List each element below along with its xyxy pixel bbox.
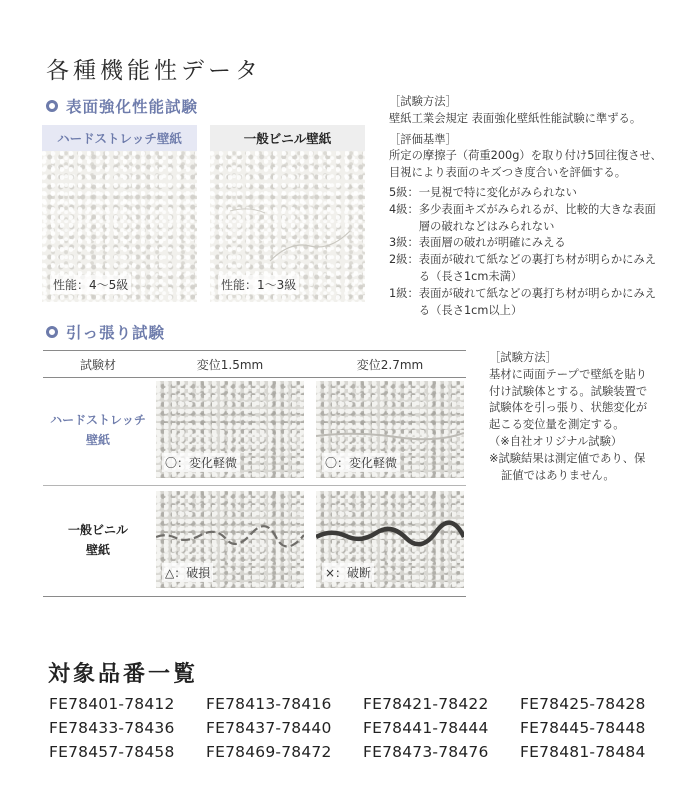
- tensile-test-heading: [46, 321, 165, 343]
- surface-sample-normal-caption: 性能：1〜3級: [218, 275, 299, 294]
- surface-test-description: [389, 94, 664, 319]
- tensile-normal-15-image: [156, 491, 304, 588]
- page-title: 各種機能性データ: [46, 58, 262, 84]
- surface-sample-hard: [42, 125, 197, 302]
- product-number: FE78433-78436: [49, 719, 175, 737]
- product-number: FE78413-78416: [206, 695, 332, 713]
- tensile-hard-27-image: [316, 381, 464, 478]
- surface-method-text: 壁紙工業会規定 表面強化壁紙性能試験に準ずる。: [389, 111, 642, 125]
- tensile-normal-15-result: △：破損: [162, 563, 213, 582]
- row-label-normal: 一般ビニル 壁紙: [67, 523, 128, 557]
- bullet-circle-icon: [46, 326, 58, 338]
- surface-criteria-text: 所定の摩擦子（荷重200g）を取り付け5回往復させ、目視により表面のキズつき度合いを評価する。: [389, 149, 662, 180]
- surface-criteria-title: ［評価基準］: [389, 132, 457, 146]
- surface-sample-normal-image: [210, 151, 365, 302]
- tensile-hard-15-result: 〇：変化軽微: [162, 453, 240, 472]
- product-number: FE78481-78484: [520, 743, 646, 761]
- col-header-15: 変位1.5mm: [196, 358, 264, 372]
- product-list-title: 対象品番一覧: [48, 662, 199, 687]
- surface-method-title: ［試験方法］: [389, 95, 457, 108]
- tensile-method-line: （※自社オリジナル試験）: [489, 434, 623, 448]
- surface-sample-hard-label: ハードストレッチ壁紙: [42, 125, 197, 151]
- tensile-normal-27-image: [316, 491, 464, 588]
- tensile-hard-15-image: [156, 381, 304, 478]
- product-number: FE78401-78412: [49, 695, 175, 713]
- product-number: FE78445-78448: [520, 719, 646, 737]
- surface-sample-normal-label: 一般ビニル壁紙: [210, 125, 365, 151]
- product-number: FE78469-78472: [206, 743, 332, 761]
- table-top-line: [43, 350, 466, 351]
- surface-test-heading: [46, 95, 198, 117]
- row-label-hard: ハードストレッチ 壁紙: [50, 413, 146, 447]
- grade-item: 4級： 多少表面キズがみられるが、比較的大きな表面層の破れなどはみられない: [389, 202, 656, 233]
- row-divider: [43, 485, 466, 486]
- tensile-method-line: 付け試験体とする。試験装置で: [489, 384, 648, 398]
- product-number: FE78421-78422: [363, 695, 489, 713]
- tensile-method-title: ［試験方法］: [489, 351, 557, 364]
- product-number: FE78425-78428: [520, 695, 646, 713]
- tensile-note-cont: 証値ではありません。: [501, 468, 615, 482]
- product-number: FE78437-78440: [206, 719, 332, 737]
- bullet-circle-icon: [46, 100, 58, 112]
- col-header-material: 試験材: [79, 358, 116, 372]
- tensile-method-line: 試験体を引っ張り、状態変化が: [489, 401, 648, 415]
- grade-item: 2級： 表面が破れて紙などの裏打ち材が明らかにみえる（長さ1cm未満）: [389, 253, 657, 283]
- col-header-27: 変位2.7mm: [356, 358, 424, 372]
- tensile-normal-27-result: ×：破断: [322, 563, 374, 582]
- tensile-test-heading-text: 引っ張り試験: [66, 324, 166, 342]
- tensile-table: [43, 350, 466, 598]
- tensile-method-line: 起こる変位量を測定する。: [489, 418, 625, 432]
- header-line: [43, 377, 466, 378]
- product-number: FE78441-78444: [363, 719, 489, 737]
- grade-item: 3級： 表面層の破れが明確にみえる: [389, 236, 566, 250]
- product-number: FE78473-78476: [363, 743, 489, 761]
- surface-sample-hard-caption: 性能：4〜5級: [50, 275, 131, 294]
- grade-item: 1級： 表面が破れて紙などの裏打ち材が明らかにみえる（長さ1cm以上）: [389, 286, 657, 317]
- grade-list: [389, 185, 664, 319]
- product-number-grid: [49, 693, 677, 763]
- surface-sample-normal: [210, 125, 365, 302]
- grade-item: 5級： 一見視で特に変化がみられない: [389, 185, 577, 199]
- surface-sample-hard-image: [42, 151, 197, 302]
- tensile-test-description: [489, 350, 674, 484]
- surface-test-heading-text: 表面強化性能試験: [66, 98, 199, 116]
- tensile-hard-27-result: 〇：変化軽微: [322, 453, 400, 472]
- tensile-note: ※試験結果は測定値であり、保: [489, 451, 646, 465]
- product-number: FE78457-78458: [49, 743, 175, 761]
- table-bottom-line: [43, 596, 466, 597]
- tensile-method-line: 基材に両面テープで壁紙を貼り: [489, 367, 647, 381]
